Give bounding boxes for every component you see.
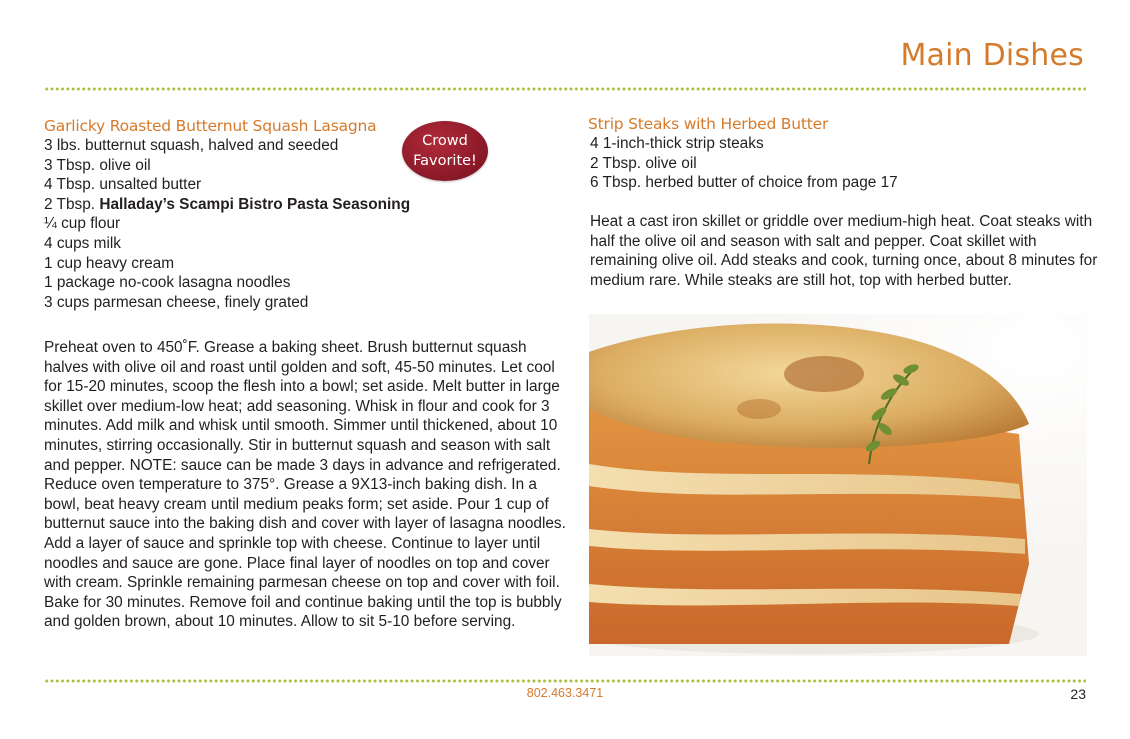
lasagna-photo xyxy=(589,314,1087,656)
ingredient-item: 6 Tbsp. herbed butter of choice from page 17 xyxy=(590,174,898,192)
section-title: Main Dishes xyxy=(900,38,1084,73)
ingredient-item: 2 Tbsp. olive oil xyxy=(590,154,697,172)
ingredient-item: ¼ cup flour xyxy=(44,215,121,233)
crowd-favorite-badge xyxy=(402,121,488,181)
featured-product-name: Halladay’s Scampi Bistro Pasta Seasoning xyxy=(99,195,411,213)
badge-line-1: Crowd xyxy=(422,133,468,149)
ingredient-item: 4 1-inch-thick strip steaks xyxy=(590,135,764,152)
ingredient-item: 4 cups milk xyxy=(44,234,121,252)
ingredient-amount: 2 Tbsp. xyxy=(44,195,100,213)
ingredient-item: 1 cup heavy cream xyxy=(44,254,175,272)
ingredient-item: 3 cups parmesan cheese, finely grated xyxy=(44,293,309,311)
left-ingredient-list xyxy=(44,136,410,312)
right-ingredient-list xyxy=(590,134,898,193)
right-recipe-title: Strip Steaks with Herbed Butter xyxy=(588,115,829,133)
footer-phone: 802.463.3471 xyxy=(526,686,604,700)
right-recipe-directions: Heat a cast iron skillet or griddle over medium-high heat. Coat steaks with half the olive oil and season with salt and pepper. Coat skillet with remaining olive oil. Add steaks and cook, turning once, about 8 minutes for medium rare. While steaks are still hot, top with herbed butter. xyxy=(590,213,1098,289)
ingredient-item: 4 Tbsp. unsalted butter xyxy=(44,176,202,194)
left-recipe-directions: Preheat oven to 450˚F. Grease a baking sheet. Brush butternut squash halves with olive oil and roast until golden and soft, 45-50 minutes. Let cool for 15-20 minutes, scoop the flesh into a bowl; set aside. Melt butter in large skillet over medium-low heat; add seasoning. Whisk in flour and cook for 3 minutes. Add milk and whisk until smooth. Simmer until thickened, about 10 minutes, stirring occasionally. Stir in butternut squash and season with salt and pepper. NOTE: sauce can be made 3 days in advance and refrigerated. Reduce oven temperature to 375°. Grease a 9X13-inch baking dish. In a bowl, beat heavy cream until medium peaks form; set aside. Pour 1 cup of butternut sauce into the baking dish and cover with layer of lasagna noodles. Add a layer of sauce and sprinkle top with cheese. Continue to layer until noodles and sauce are gone. Place final layer of noodles on top and cover with cream. Sprinkle remaining parmesan cheese on top and cover with foil. Bake for 30 minutes. Remove foil and continue baking until the top is bubbly and golden brown, about 10 minutes. Allow to sit 5-10 before serving. xyxy=(44,339,566,631)
top-dotted-divider xyxy=(44,87,1086,91)
ingredient-item: 3 lbs. butternut squash, halved and seeded xyxy=(44,137,339,154)
ingredient-item: 3 Tbsp. olive oil xyxy=(44,156,151,174)
ingredient-item xyxy=(44,195,410,215)
badge-line-2: Favorite! xyxy=(413,153,477,169)
ingredient-item: 1 package no-cook lasagna noodles xyxy=(44,274,291,292)
bottom-dotted-divider xyxy=(44,679,1086,683)
page-number: 23 xyxy=(1070,686,1086,702)
left-recipe-title: Garlicky Roasted Butternut Squash Lasagna xyxy=(44,117,377,135)
